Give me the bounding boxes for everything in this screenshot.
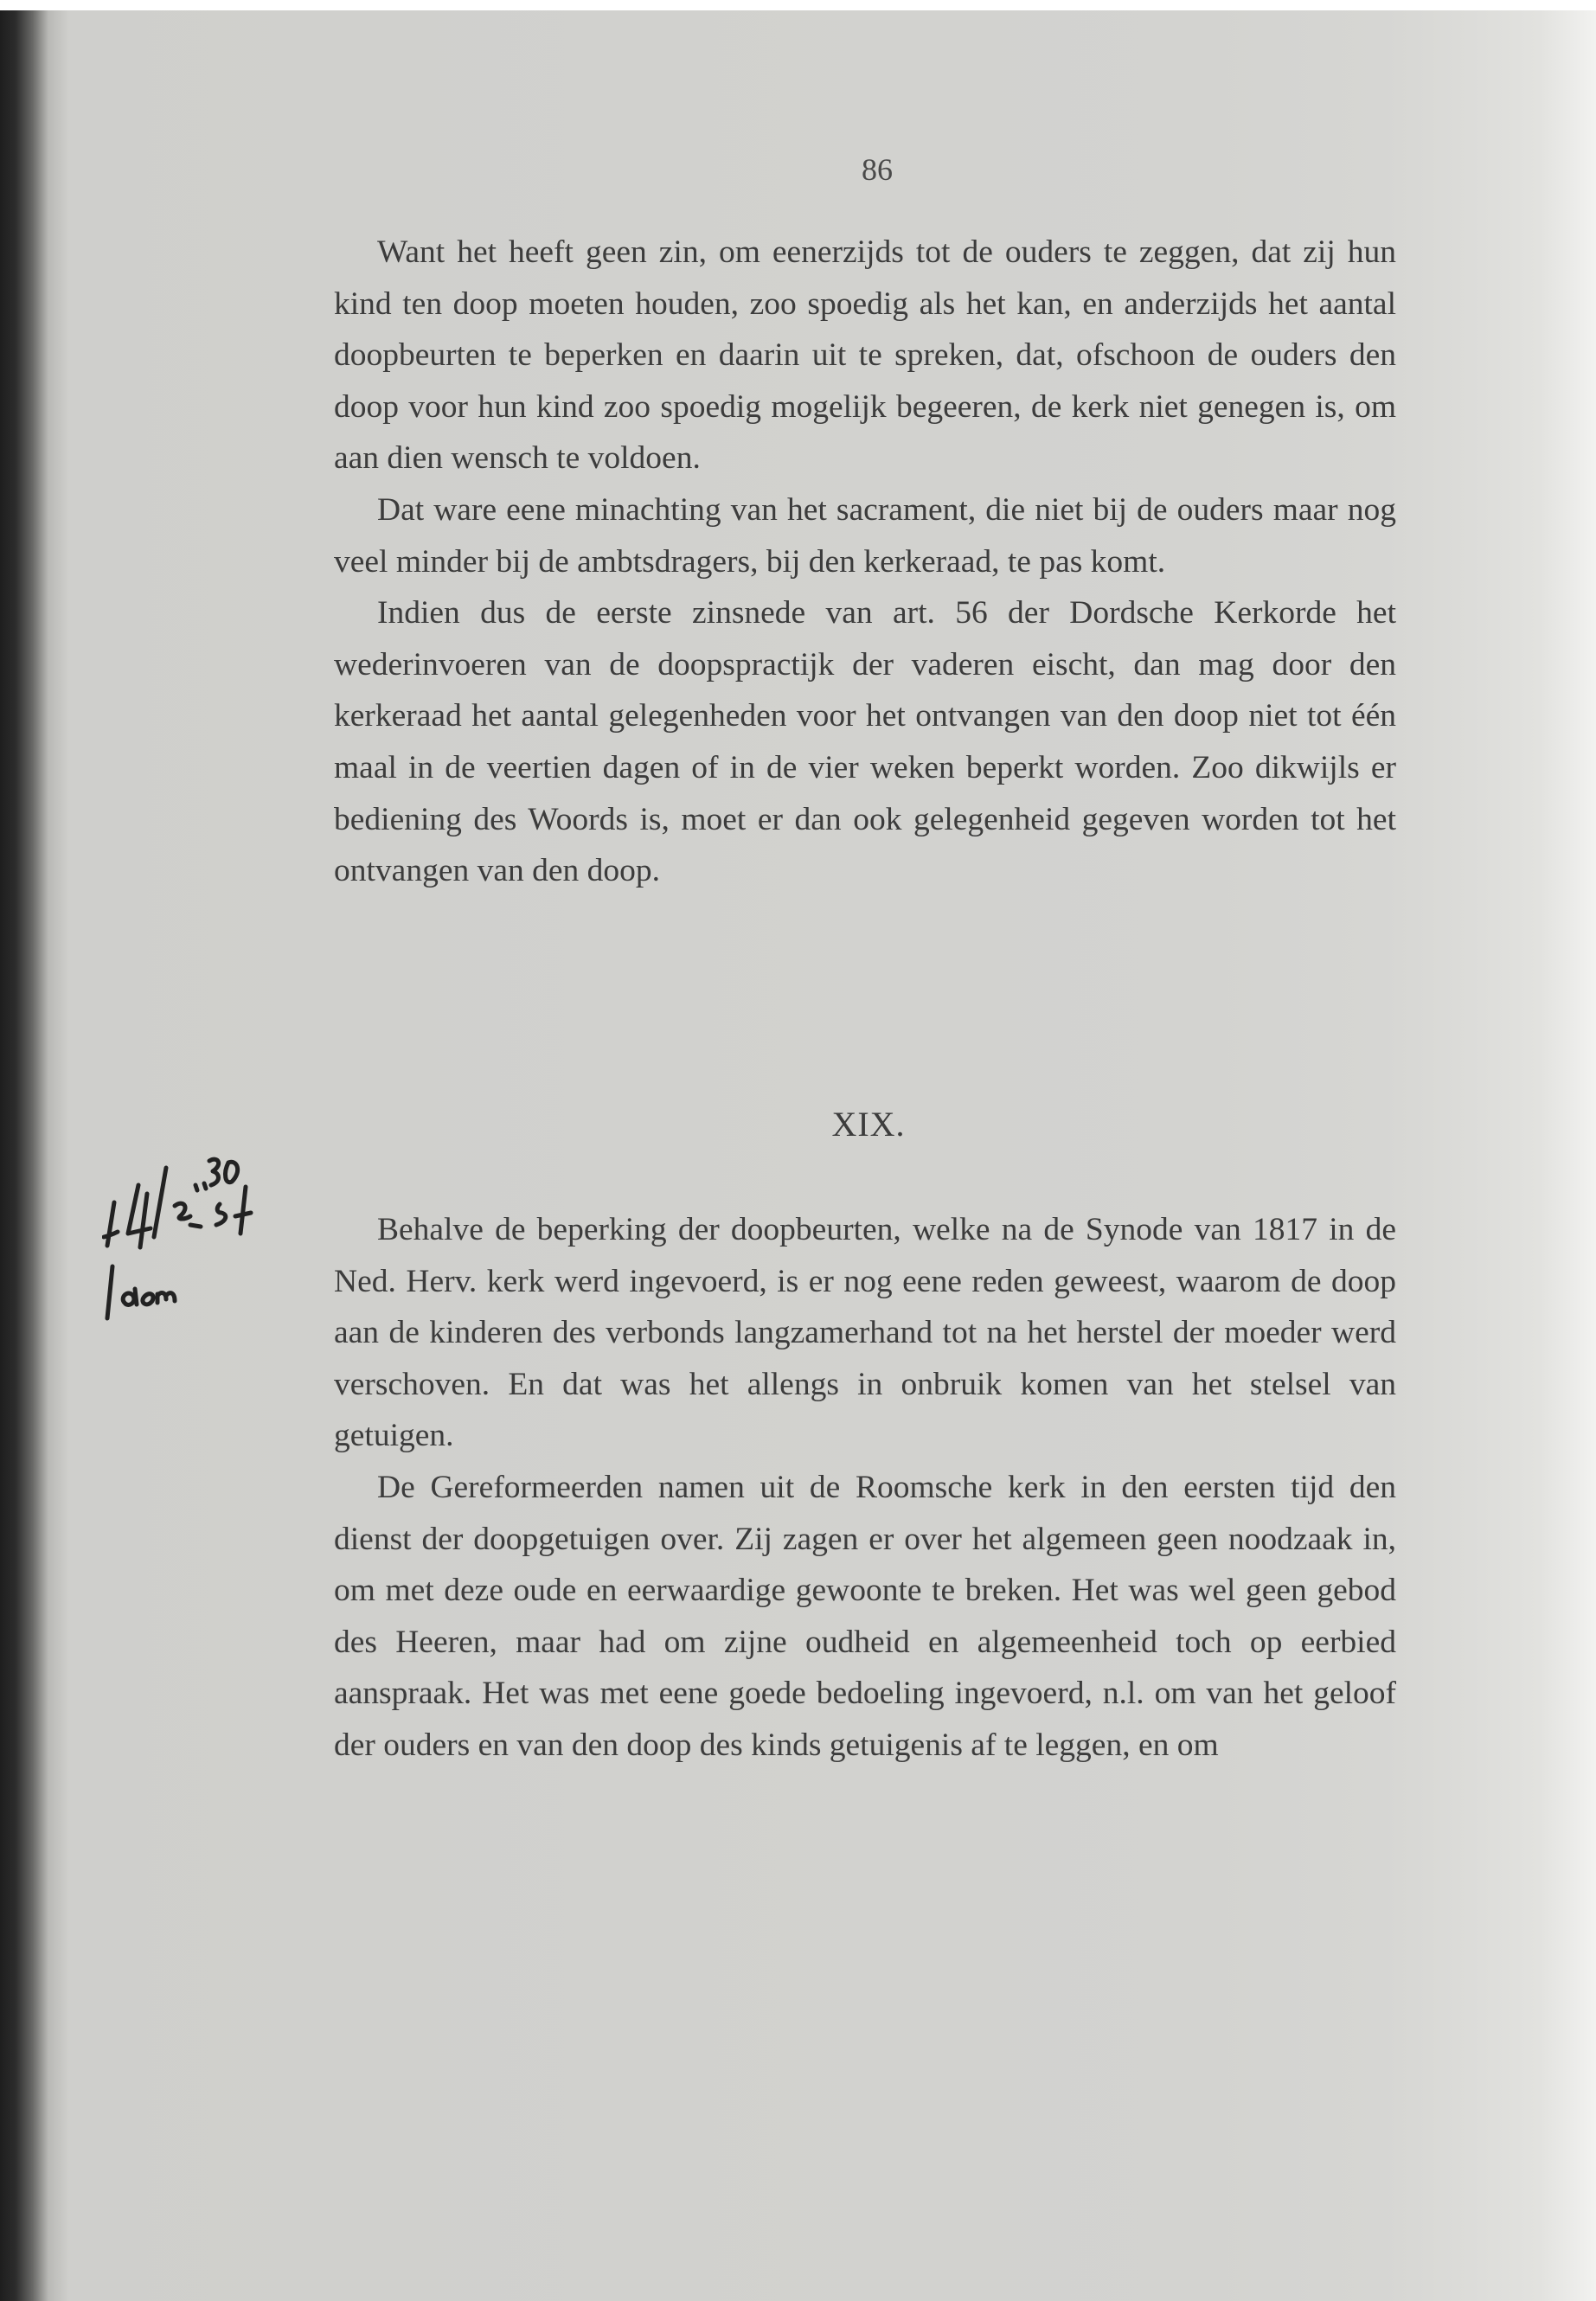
page-number: 86 bbox=[862, 152, 893, 187]
paragraph: Behalve de beperking der doopbeurten, welke na de Synode van 1817 in de Ned. Herv. kerk werd ingevoerd, is er nog eene reden geweest, waarom de doop aan de kinderen des verbonds langzamerhand tot na het herstel der moeder werd verschoven. En dat was het allengs in onbruik komen van het stelsel van getuigen. bbox=[334, 1212, 1396, 1454]
text-block-after-heading bbox=[334, 1204, 1396, 1772]
paragraph: Want het heeft geen zin, om eenerzijds tot de ouders te zeggen, dat zij hun kind ten doop moeten houden, zoo spoedig als het kan, en anderzijds het aantal doopbeurten te beperken en daarin uit te spreken, dat, ofschoon de ouders den doop voor hun kind zoo spoedig mogelijk begeeren, de kerk niet genegen is, om aan dien wensch te voldoen. bbox=[334, 234, 1396, 477]
section-heading: XIX. bbox=[831, 1105, 906, 1144]
scanned-page bbox=[0, 10, 1596, 2301]
handwriting-icon bbox=[102, 1150, 318, 1367]
paragraph: Indien dus de eerste zinsnede van art. 56 der Dordsche Kerkorde het wederinvoeren van de doopspractijk der vaderen eischt, dan mag door den kerkeraad het aantal gelegenheden voor het ontvangen van den doop niet tot één maal in de veertien dagen of in de vier weken beperkt worden. Zoo dikwijls er bediening des Woords is, moet er dan ook gelegenheid gegeven worden tot het ontvangen van den doop. bbox=[334, 595, 1396, 889]
handwritten-margin-note bbox=[102, 1150, 318, 1367]
paragraph: Dat ware eene minachting van het sacrament, die niet bij de ouders maar nog veel minder bij de ambtsdragers, bij den kerkeraad, te pas komt. bbox=[334, 491, 1396, 580]
text-block-before-heading bbox=[334, 227, 1396, 897]
paragraph: De Gereformeerden namen uit de Roomsche kerk in den eersten tijd den dienst der doopgetuigen over. Zij zagen er over het algemeen geen noodzaak in, om met deze oude en eerwaardige gewoonte te breken. Het was wel geen gebod des Heeren, maar had om zijne oudheid en algemeenheid toch op eerbied aanspraak. Het was met eene goede bedoeling ingevoerd, n.l. om van het geloof der ouders en van den doop des kinds getuigenis af te leggen, en om bbox=[334, 1469, 1396, 1763]
